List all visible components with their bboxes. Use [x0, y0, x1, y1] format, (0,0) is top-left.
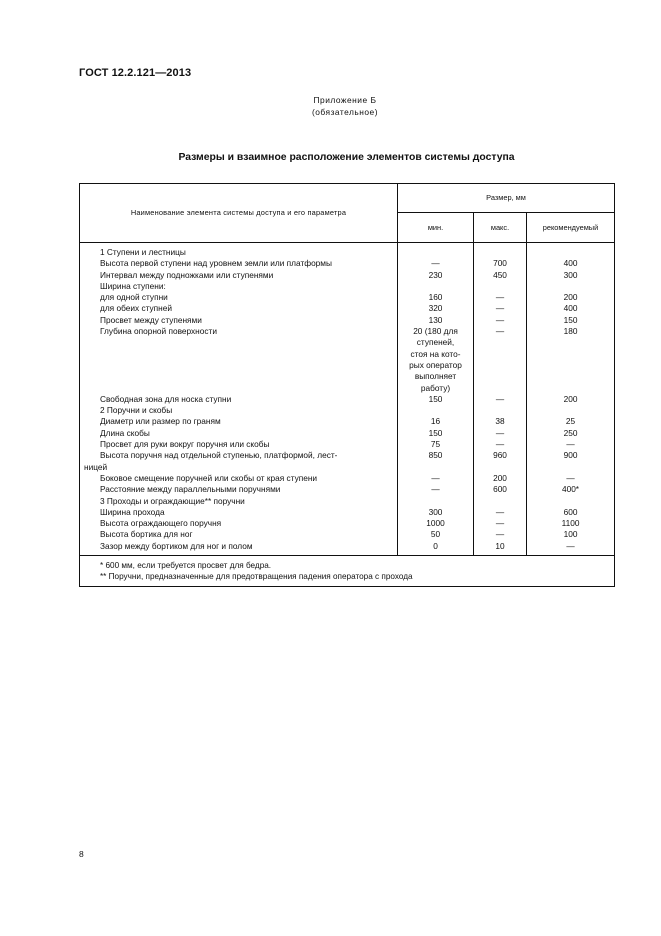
table-row-name: Высота поручня над отдельной ступенью, платформой, лест-	[100, 450, 338, 461]
table-cell-max: 10	[495, 540, 505, 551]
table-row-name: Высота бортика для ног	[100, 529, 193, 540]
table-cell-max: —	[495, 427, 505, 438]
table-cell-min: работу)	[420, 382, 451, 393]
table-row-name: Боковое смещение поручней или скобы от края ступени	[100, 472, 318, 483]
table-cell-max: —	[495, 506, 505, 517]
table-row-name: Высота ограждающего поручня	[100, 518, 222, 529]
table-row-name	[80, 349, 397, 360]
table-row-name: 3 Проходы и ограждающие** поручни	[100, 495, 245, 506]
table-cell-min: —	[431, 484, 440, 495]
table-row-name: 1 Ступени и лестницы	[100, 247, 186, 257]
table-cell-min: 75	[430, 439, 441, 450]
table-cell-recommended	[527, 371, 614, 382]
table-cell-min: 300	[428, 506, 443, 517]
table-cell-recommended: —	[566, 472, 575, 483]
table-cell-min: 20 (180 для	[413, 326, 458, 337]
table-cell-max: —	[495, 326, 505, 337]
table-cell-max: —	[495, 529, 505, 540]
table-cell-recommended: 150	[563, 314, 578, 325]
table-cell-min: 50	[430, 529, 441, 540]
table-cell-max: 600	[493, 484, 507, 495]
table-cell-min: 1000	[426, 518, 445, 529]
table-cell-max: —	[495, 314, 505, 325]
document-code: ГОСТ 12.2.121—2013	[79, 67, 192, 79]
table-cell-max	[474, 247, 526, 258]
table-row-name: для одной ступни	[100, 292, 168, 303]
table-cell-recommended: —	[566, 540, 575, 551]
table-cell-max: 38	[495, 416, 505, 427]
min-column	[398, 243, 474, 556]
table-cell-max	[474, 405, 526, 416]
table-cell-recommended: 100	[563, 529, 578, 540]
table-cell-min: 150	[428, 393, 443, 404]
table-row-name	[80, 337, 397, 348]
table-cell-min: 850	[428, 450, 443, 461]
table-cell-recommended	[527, 405, 614, 416]
table-cell-recommended	[527, 496, 614, 507]
table-cell-recommended	[527, 247, 614, 258]
table-row-name: Диаметр или размер по граням	[100, 416, 221, 427]
header-recommended: рекомендуемый	[527, 213, 615, 243]
appendix-note: (обязательное)	[311, 107, 378, 117]
table-cell-recommended: 900	[563, 450, 578, 461]
table-cell-min: выполняет	[414, 371, 457, 382]
table-cell-recommended	[527, 337, 614, 348]
table-cell-recommended: 600	[563, 506, 578, 517]
table-cell-recommended: 200	[563, 292, 578, 303]
table-cell-max	[474, 371, 526, 382]
table-cell-min: стоя на кото-	[410, 348, 461, 359]
table-cell-recommended: 400	[563, 303, 578, 314]
table-cell-recommended	[527, 383, 614, 394]
header-min: мин.	[398, 213, 474, 243]
footnote-2: ** Поручни, предназначенные для предотвращения падения оператора с прохода	[100, 572, 413, 582]
table-cell-recommended: 250	[563, 427, 578, 438]
table-cell-max: 200	[493, 472, 507, 483]
table-cell-max	[474, 496, 526, 507]
table-row-name: Длина скобы	[100, 427, 150, 438]
table-cell-max: 960	[493, 450, 507, 461]
table-cell-recommended: 400	[563, 258, 578, 269]
table-cell-min: 230	[428, 269, 443, 280]
table-cell-recommended	[527, 462, 614, 473]
table-footnotes	[80, 556, 615, 587]
table-cell-min: 0	[433, 540, 438, 551]
page-number: 8	[79, 849, 84, 859]
table-title: Размеры и взаимное расположение элементов системы доступа	[178, 152, 515, 163]
table-cell-recommended: 25	[565, 416, 576, 427]
table-cell-max	[474, 281, 526, 292]
table-cell-recommended	[527, 360, 614, 371]
table-cell-min: 160	[428, 292, 443, 303]
dimensions-table	[79, 183, 615, 587]
header-element-name: Наименование элемента системы доступа и его параметра	[80, 184, 398, 243]
table-row-name: Зазор между бортиком для ног и полом	[100, 540, 253, 551]
header-size: Размер, мм	[398, 184, 615, 213]
table-cell-min	[398, 496, 473, 507]
table-row-name: ницей	[84, 461, 108, 472]
table-row-name: Высота первой ступени над уровнем земли или платформы	[100, 258, 332, 269]
table-cell-max: —	[495, 518, 505, 529]
table-cell-min: —	[431, 258, 440, 269]
table-row-name: Ширина ступени:	[100, 280, 166, 291]
footnote-1: * 600 мм, если требуется просвет для бедра.	[100, 561, 272, 571]
max-column	[474, 243, 527, 556]
table-cell-min: 130	[428, 314, 443, 325]
table-cell-recommended: 200	[563, 393, 578, 404]
table-cell-min: 16	[430, 416, 441, 427]
table-cell-recommended	[527, 281, 614, 292]
table-row-name	[80, 360, 397, 371]
table-cell-max: 450	[493, 269, 507, 280]
table-row-name: Ширина прохода	[100, 506, 165, 517]
table-cell-max	[474, 462, 526, 473]
table-row-name: Расстояние между параллельными поручнями	[100, 484, 281, 495]
table-row-name: 2 Поручни и скобы	[100, 405, 173, 416]
appendix-title: Приложение Б	[313, 95, 377, 105]
table-row-name	[80, 371, 397, 382]
table-cell-max	[474, 337, 526, 348]
table-cell-min	[398, 247, 473, 258]
table-cell-recommended	[527, 349, 614, 360]
table-cell-max: —	[495, 393, 505, 404]
table-cell-recommended: —	[566, 439, 575, 450]
appendix-heading	[0, 94, 661, 118]
table-cell-min: рых оператор	[409, 359, 462, 370]
names-column	[80, 243, 398, 556]
table-body	[80, 243, 615, 556]
table-cell-max	[474, 360, 526, 371]
table-cell-min	[398, 405, 473, 416]
table-cell-min: 320	[428, 303, 443, 314]
table-row-name: Просвет для руки вокруг поручня или скобы	[100, 439, 270, 450]
table-cell-min	[398, 281, 473, 292]
table-row-name: Глубина опорной поверхности	[100, 326, 217, 337]
table-cell-recommended: 400*	[561, 484, 580, 495]
table-cell-max: —	[495, 439, 505, 450]
table-row-name: Просвет между ступенями	[100, 314, 202, 325]
recommended-column	[527, 243, 615, 556]
table-cell-max: 700	[493, 258, 507, 269]
table-row-name: Свободная зона для носка ступни	[100, 393, 232, 404]
table-cell-max: —	[495, 303, 505, 314]
table-cell-min: —	[431, 472, 440, 483]
table-cell-recommended: 1100	[561, 518, 580, 529]
table-cell-recommended: 180	[563, 326, 578, 337]
table-row-name	[80, 383, 397, 394]
header-max: макс.	[474, 213, 527, 243]
table-cell-max	[474, 349, 526, 360]
table-row-name: для обеих ступней	[100, 303, 172, 314]
table-cell-min	[398, 462, 473, 473]
table-cell-recommended: 300	[563, 269, 578, 280]
table-cell-min: 150	[428, 427, 443, 438]
table-cell-max	[474, 383, 526, 394]
table-cell-max: —	[495, 292, 505, 303]
table-cell-min: ступеней,	[416, 337, 455, 348]
table-row-name: Интервал между подножками или ступенями	[100, 269, 274, 280]
